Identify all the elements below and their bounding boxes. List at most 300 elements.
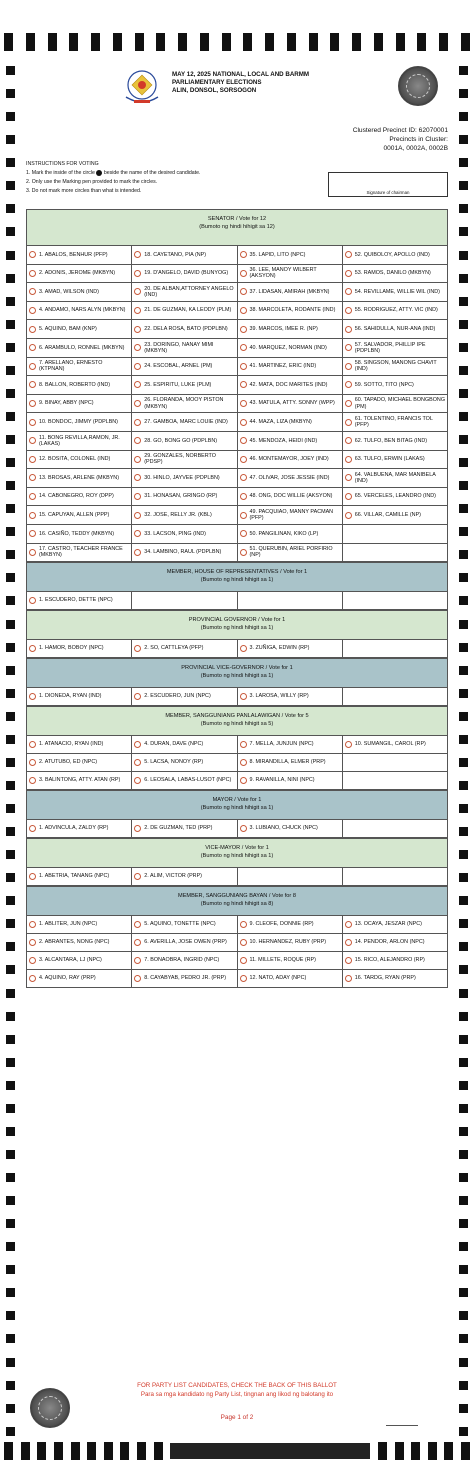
- vote-oval-icon[interactable]: [29, 288, 36, 295]
- candidate-option[interactable]: [132, 432, 237, 451]
- candidate-option[interactable]: [132, 246, 237, 265]
- candidate-name: 62. TULFO, BEN BITAG (IND): [354, 437, 428, 444]
- candidate-option[interactable]: [343, 265, 448, 284]
- vote-oval-icon[interactable]: [345, 344, 352, 351]
- vote-oval-icon[interactable]: [345, 456, 352, 463]
- vote-oval-icon[interactable]: [345, 251, 352, 258]
- vote-oval-icon[interactable]: [134, 400, 141, 407]
- vote-oval-icon[interactable]: [240, 251, 247, 258]
- timing-mark: [6, 873, 15, 882]
- candidate-name: 30. HINLO, JAYVEE (PDPLBN): [144, 474, 220, 481]
- candidate-option[interactable]: [238, 934, 343, 952]
- contest-header: [26, 658, 448, 688]
- candidate-name: 66. VILLAR, CAMILLE (NP): [354, 512, 421, 518]
- candidate-option[interactable]: [343, 916, 448, 934]
- vote-oval-icon[interactable]: [240, 344, 247, 351]
- vote-oval-icon[interactable]: [29, 326, 36, 333]
- candidate-option[interactable]: [27, 320, 132, 339]
- candidate-option[interactable]: [238, 339, 343, 358]
- vote-oval-icon[interactable]: [29, 456, 36, 463]
- candidate-option[interactable]: [132, 488, 237, 507]
- vote-oval-icon[interactable]: [240, 645, 247, 652]
- timing-marks-bottom: [4, 1442, 470, 1460]
- timing-mark: [459, 1265, 468, 1274]
- candidate-name: 65. VERCELES, LEANDRO (IND): [354, 493, 436, 500]
- vote-oval-icon[interactable]: [345, 400, 352, 407]
- candidate-option[interactable]: [343, 488, 448, 507]
- candidate-name: 9. RAVANILLA, NINI (NPC): [249, 777, 315, 784]
- vote-oval-icon[interactable]: [29, 693, 36, 700]
- partylist-line-1: FOR PARTY LIST CANDIDATES, CHECK THE BACK OF THIS BALLOT: [137, 1382, 337, 1389]
- vote-oval-icon[interactable]: [29, 549, 36, 556]
- vote-oval-icon[interactable]: [134, 381, 141, 388]
- vote-oval-icon[interactable]: [240, 437, 247, 444]
- candidate-option[interactable]: [238, 688, 343, 706]
- candidate-option[interactable]: [343, 413, 448, 432]
- candidate-option[interactable]: [132, 736, 237, 754]
- candidate-option[interactable]: [27, 432, 132, 451]
- page-number: Page 1 of 2: [220, 1414, 254, 1421]
- candidate-name: 46. MONTEMAYOR, JOEY (IND): [249, 456, 329, 463]
- candidate-option[interactable]: [343, 339, 448, 358]
- empty-cell: [343, 544, 448, 563]
- candidate-option[interactable]: [343, 376, 448, 395]
- candidate-option[interactable]: [27, 592, 132, 610]
- candidate-name: 16. CASIÑO, TEDDY (MKBYN): [39, 530, 114, 537]
- vote-oval-icon[interactable]: [240, 777, 247, 784]
- candidate-name: 41. MARTINEZ, ERIC (IND): [249, 363, 317, 370]
- timing-mark: [6, 827, 15, 836]
- vote-oval-icon[interactable]: [134, 921, 141, 928]
- vote-oval-icon[interactable]: [240, 939, 247, 946]
- candidate-name: 12. NATO, ADAY (NPC): [249, 975, 307, 982]
- candidate-option[interactable]: [27, 525, 132, 544]
- contest-header: [26, 838, 448, 868]
- vote-oval-icon[interactable]: [240, 921, 247, 928]
- candidate-name: 61. TOLENTINO, FRANCIS TOL (PFP): [354, 415, 433, 429]
- candidate-option[interactable]: [132, 754, 237, 772]
- contest-subtitle: (Bumoto ng hindi hihigit sa 1): [200, 805, 274, 812]
- candidate-option[interactable]: [27, 358, 132, 377]
- candidate-option[interactable]: [238, 302, 343, 321]
- candidate-option[interactable]: [27, 970, 132, 988]
- candidate-option[interactable]: [27, 868, 132, 886]
- instruction-3: 3. Do not mark more circles than what is intended.: [26, 188, 142, 194]
- philippine-seal-icon: [120, 67, 164, 109]
- candidate-option[interactable]: [238, 395, 343, 414]
- candidate-option[interactable]: [343, 432, 448, 451]
- vote-oval-icon[interactable]: [29, 597, 36, 604]
- vote-oval-icon[interactable]: [29, 741, 36, 748]
- vote-oval-icon[interactable]: [240, 759, 247, 766]
- vote-oval-icon[interactable]: [29, 344, 36, 351]
- candidate-name: 38. MARCOLETA, RODANTE (IND): [249, 307, 336, 314]
- candidate-option[interactable]: [132, 772, 237, 790]
- candidate-option[interactable]: [132, 970, 237, 988]
- vote-oval-icon[interactable]: [29, 957, 36, 964]
- candidate-option[interactable]: [238, 358, 343, 377]
- timing-mark: [120, 1442, 129, 1460]
- contest-title: MAYOR / Vote for 1: [212, 797, 262, 804]
- timing-mark: [459, 1334, 468, 1343]
- vote-oval-icon[interactable]: [240, 493, 247, 500]
- timing-mark: [444, 1442, 453, 1460]
- vote-oval-icon[interactable]: [134, 873, 141, 880]
- vote-oval-icon[interactable]: [345, 512, 352, 519]
- candidate-option[interactable]: [343, 506, 448, 525]
- vote-oval-icon[interactable]: [134, 530, 141, 537]
- instruction-1b: beside the name of the desired candidate.: [103, 170, 201, 176]
- vote-oval-icon[interactable]: [345, 381, 352, 388]
- vote-oval-icon[interactable]: [134, 939, 141, 946]
- candidate-option[interactable]: [27, 934, 132, 952]
- vote-oval-icon[interactable]: [134, 777, 141, 784]
- vote-oval-icon[interactable]: [134, 363, 141, 370]
- timing-mark: [459, 781, 468, 790]
- vote-oval-icon[interactable]: [240, 270, 247, 277]
- candidate-option[interactable]: [27, 451, 132, 470]
- candidate-option[interactable]: [132, 688, 237, 706]
- timing-mark: [459, 666, 468, 675]
- contest-title: SENATOR / Vote for 12: [207, 216, 267, 222]
- vote-oval-icon[interactable]: [134, 270, 141, 277]
- vote-oval-icon[interactable]: [345, 363, 352, 370]
- candidate-name: 60. TAPADO, MICHAEL BONGBONG (PM): [354, 397, 446, 410]
- vote-oval-icon[interactable]: [134, 288, 141, 295]
- vote-oval-icon[interactable]: [345, 493, 352, 500]
- candidate-name: 64. VALBUENA, MAR MANIBELA (IND): [354, 471, 436, 484]
- candidate-option[interactable]: [238, 754, 343, 772]
- candidate-grid: [26, 820, 448, 838]
- candidate-option[interactable]: [132, 916, 237, 934]
- vote-oval-icon[interactable]: [240, 957, 247, 964]
- candidate-name: 3. ZUÑIGA, EDWIN (RP): [249, 645, 310, 652]
- vote-oval-icon[interactable]: [134, 493, 141, 500]
- timing-mark: [6, 504, 15, 513]
- candidate-option[interactable]: [27, 469, 132, 488]
- vote-oval-icon[interactable]: [29, 363, 36, 370]
- candidate-option[interactable]: [132, 868, 237, 886]
- voting-instructions: [26, 160, 200, 196]
- candidate-option[interactable]: [132, 265, 237, 284]
- candidate-name: 8. CAYABYAB, PEDRO JR. (PRP): [144, 975, 227, 982]
- candidate-option[interactable]: [132, 320, 237, 339]
- timing-mark: [459, 896, 468, 905]
- vote-oval-icon[interactable]: [29, 251, 36, 258]
- candidate-option[interactable]: [132, 451, 237, 470]
- candidate-option[interactable]: [343, 934, 448, 952]
- timing-mark: [459, 504, 468, 513]
- timing-mark: [459, 112, 468, 121]
- candidate-option[interactable]: [238, 952, 343, 970]
- contest-title: PROVINCIAL GOVERNOR / Vote for 1: [188, 617, 286, 624]
- vote-oval-icon[interactable]: [29, 759, 36, 766]
- timing-mark: [6, 850, 15, 859]
- candidate-option[interactable]: [238, 772, 343, 790]
- timing-mark: [6, 596, 15, 605]
- candidate-name: 8. BALLON, ROBERTO (IND): [39, 381, 111, 388]
- vote-oval-icon[interactable]: [134, 474, 141, 481]
- vote-oval-icon[interactable]: [240, 530, 247, 537]
- timing-mark: [459, 1104, 468, 1113]
- precinct-info: [353, 126, 448, 153]
- vote-oval-icon[interactable]: [134, 456, 141, 463]
- vote-oval-icon[interactable]: [240, 975, 247, 982]
- candidate-option[interactable]: [132, 376, 237, 395]
- candidate-name: 3. LAROSA, WILLY (RP): [249, 693, 309, 700]
- vote-oval-icon[interactable]: [134, 419, 141, 426]
- candidate-option[interactable]: [27, 488, 132, 507]
- vote-oval-icon[interactable]: [29, 419, 36, 426]
- empty-cell: [132, 592, 237, 610]
- candidate-option[interactable]: [238, 820, 343, 838]
- candidate-option[interactable]: [27, 640, 132, 658]
- vote-oval-icon[interactable]: [29, 645, 36, 652]
- candidate-option[interactable]: [27, 302, 132, 321]
- candidate-option[interactable]: [27, 820, 132, 838]
- vote-oval-icon[interactable]: [134, 549, 141, 556]
- timing-mark: [459, 873, 468, 882]
- vote-oval-icon[interactable]: [345, 419, 352, 426]
- vote-oval-icon[interactable]: [240, 381, 247, 388]
- candidate-option[interactable]: [132, 544, 237, 563]
- candidate-name: 51. QUERUBIN, ARIEL PORFIRIO (NP): [249, 546, 333, 559]
- timing-mark: [69, 33, 78, 51]
- candidate-option[interactable]: [343, 302, 448, 321]
- candidate-name: 44. MAZA, LIZA (MKBYN): [249, 419, 312, 426]
- candidate-option[interactable]: [132, 952, 237, 970]
- timing-mark: [6, 666, 15, 675]
- candidate-option[interactable]: [27, 283, 132, 302]
- candidate-option[interactable]: [238, 265, 343, 284]
- vote-oval-icon[interactable]: [29, 975, 36, 982]
- vote-oval-icon[interactable]: [29, 873, 36, 880]
- vote-oval-icon[interactable]: [240, 419, 247, 426]
- vote-oval-icon[interactable]: [240, 549, 247, 556]
- vote-oval-icon[interactable]: [134, 512, 141, 519]
- candidate-option[interactable]: [238, 970, 343, 988]
- vote-oval-icon[interactable]: [134, 759, 141, 766]
- candidate-option[interactable]: [343, 736, 448, 754]
- vote-oval-icon[interactable]: [240, 474, 247, 481]
- timing-mark: [6, 274, 15, 283]
- candidate-option[interactable]: [132, 395, 237, 414]
- vote-oval-icon[interactable]: [240, 825, 247, 832]
- candidate-option[interactable]: [27, 688, 132, 706]
- candidate-option[interactable]: [238, 432, 343, 451]
- candidate-option[interactable]: [132, 506, 237, 525]
- vote-oval-icon[interactable]: [29, 307, 36, 314]
- candidate-option[interactable]: [343, 395, 448, 414]
- candidate-option[interactable]: [27, 265, 132, 284]
- candidate-option[interactable]: [238, 488, 343, 507]
- vote-oval-icon[interactable]: [134, 307, 141, 314]
- candidate-option[interactable]: [238, 469, 343, 488]
- vote-oval-icon[interactable]: [134, 741, 141, 748]
- candidate-option[interactable]: [343, 358, 448, 377]
- candidate-option[interactable]: [27, 952, 132, 970]
- candidate-name: 57. SALVADOR, PHILLIP IPE (PDPLBN): [354, 341, 426, 354]
- vote-oval-icon[interactable]: [240, 512, 247, 519]
- vote-oval-icon[interactable]: [240, 326, 247, 333]
- cluster-label: Precincts in Cluster:: [389, 136, 448, 143]
- candidate-name: 13. BROSAS, ARLENE (MKBYN): [39, 474, 119, 481]
- vote-oval-icon[interactable]: [240, 400, 247, 407]
- candidate-name: 7. MELLA, JUNJUN (NPC): [249, 741, 314, 748]
- timing-mark: [459, 1012, 468, 1021]
- candidate-option[interactable]: [238, 320, 343, 339]
- candidate-option[interactable]: [27, 506, 132, 525]
- vote-oval-icon[interactable]: [29, 921, 36, 928]
- timing-mark: [309, 33, 318, 51]
- vote-oval-icon[interactable]: [240, 363, 247, 370]
- vote-oval-icon[interactable]: [240, 288, 247, 295]
- candidate-option[interactable]: [27, 246, 132, 265]
- vote-oval-icon[interactable]: [29, 493, 36, 500]
- vote-oval-icon[interactable]: [29, 825, 36, 832]
- candidate-option[interactable]: [343, 952, 448, 970]
- vote-oval-icon[interactable]: [345, 437, 352, 444]
- candidate-option[interactable]: [132, 358, 237, 377]
- vote-oval-icon[interactable]: [29, 512, 36, 519]
- vote-oval-icon[interactable]: [29, 777, 36, 784]
- candidate-option[interactable]: [343, 283, 448, 302]
- candidate-name: 23. DORINGO, NANAY MIMI (MKBYN): [144, 341, 214, 354]
- candidate-name: 3. AMAD, WILSON (IND): [39, 288, 99, 295]
- candidate-option[interactable]: [343, 970, 448, 988]
- vote-oval-icon[interactable]: [345, 939, 352, 946]
- signature-box[interactable]: [328, 172, 448, 197]
- candidate-option[interactable]: [343, 451, 448, 470]
- candidate-option[interactable]: [132, 469, 237, 488]
- candidate-option[interactable]: [27, 395, 132, 414]
- timing-mark: [37, 1442, 46, 1460]
- vote-oval-icon[interactable]: [29, 270, 36, 277]
- candidate-option[interactable]: [132, 302, 237, 321]
- vote-oval-icon[interactable]: [29, 437, 36, 444]
- contest-header: [26, 886, 448, 916]
- vote-oval-icon[interactable]: [134, 344, 141, 351]
- candidate-name: 28. GO, BONG GO (PDPLBN): [144, 437, 218, 444]
- candidate-name: 16. TARDG, RYAN (PRP): [354, 975, 416, 982]
- candidate-name: 10. HERNANDEZ, RUBY (PRP): [249, 939, 327, 946]
- vote-oval-icon[interactable]: [345, 921, 352, 928]
- vote-oval-icon[interactable]: [29, 474, 36, 481]
- vote-oval-icon[interactable]: [134, 957, 141, 964]
- timing-mark: [459, 1242, 468, 1251]
- candidate-option[interactable]: [238, 506, 343, 525]
- candidate-name: 1. ESCUDERO, DETTE (NPC): [39, 597, 113, 604]
- candidate-name: 1. DIONEDA, RYAN (IND): [39, 693, 102, 700]
- timing-mark: [6, 689, 15, 698]
- candidate-option[interactable]: [238, 916, 343, 934]
- vote-oval-icon[interactable]: [345, 326, 352, 333]
- vote-oval-icon[interactable]: [345, 957, 352, 964]
- candidate-option[interactable]: [27, 754, 132, 772]
- timing-mark: [411, 1442, 420, 1460]
- candidate-name: 7. BONAOBRA, INGRID (NPC): [144, 957, 220, 964]
- vote-oval-icon[interactable]: [29, 381, 36, 388]
- vote-oval-icon[interactable]: [134, 645, 141, 652]
- candidate-option[interactable]: [27, 772, 132, 790]
- vote-oval-icon[interactable]: [134, 437, 141, 444]
- candidate-option[interactable]: [238, 544, 343, 563]
- candidate-option[interactable]: [238, 283, 343, 302]
- instructions-heading: INSTRUCTIONS FOR VOTING: [26, 161, 99, 167]
- candidate-option[interactable]: [132, 934, 237, 952]
- vote-oval-icon[interactable]: [134, 693, 141, 700]
- vote-oval-icon[interactable]: [345, 975, 352, 982]
- candidate-option[interactable]: [238, 246, 343, 265]
- candidate-option[interactable]: [132, 339, 237, 358]
- contest-subtitle: (Bumoto ng hindi hihigit sa 1): [200, 673, 274, 680]
- candidate-option[interactable]: [132, 283, 237, 302]
- timing-mark: [6, 89, 15, 98]
- candidate-option[interactable]: [132, 640, 237, 658]
- candidate-grid: [26, 592, 448, 610]
- candidate-option[interactable]: [343, 320, 448, 339]
- empty-cell: [343, 592, 448, 610]
- candidate-name: 14. PENDOR, ARLON (NPC): [354, 939, 425, 946]
- vote-oval-icon[interactable]: [240, 693, 247, 700]
- title-line-3: ALIN, DONSOL, SORSOGON: [172, 86, 257, 94]
- vote-oval-icon[interactable]: [134, 251, 141, 258]
- timing-mark: [4, 1442, 13, 1460]
- candidate-option[interactable]: [132, 820, 237, 838]
- vote-oval-icon[interactable]: [345, 270, 352, 277]
- vote-oval-icon[interactable]: [345, 288, 352, 295]
- candidate-option[interactable]: [27, 544, 132, 563]
- candidate-option[interactable]: [238, 413, 343, 432]
- candidate-option[interactable]: [343, 246, 448, 265]
- contest-header: [26, 562, 448, 592]
- candidate-option[interactable]: [132, 525, 237, 544]
- timing-mark: [459, 1173, 468, 1182]
- candidate-option[interactable]: [343, 469, 448, 488]
- vote-oval-icon[interactable]: [134, 825, 141, 832]
- vote-oval-icon[interactable]: [29, 939, 36, 946]
- candidate-name: 2. ABRANTES, NONG (NPC): [39, 939, 110, 946]
- timing-mark: [71, 1442, 80, 1460]
- vote-oval-icon[interactable]: [29, 400, 36, 407]
- candidate-option[interactable]: [238, 736, 343, 754]
- candidate-option[interactable]: [27, 413, 132, 432]
- vote-oval-icon[interactable]: [134, 326, 141, 333]
- timing-marks-left: [6, 66, 15, 1436]
- candidate-option[interactable]: [132, 413, 237, 432]
- vote-oval-icon[interactable]: [345, 307, 352, 314]
- candidate-option[interactable]: [27, 916, 132, 934]
- vote-oval-icon[interactable]: [134, 975, 141, 982]
- vote-oval-icon[interactable]: [240, 307, 247, 314]
- vote-oval-icon[interactable]: [240, 741, 247, 748]
- candidate-option[interactable]: [27, 339, 132, 358]
- vote-oval-icon[interactable]: [29, 530, 36, 537]
- candidate-option[interactable]: [238, 640, 343, 658]
- candidate-option[interactable]: [27, 376, 132, 395]
- vote-oval-icon[interactable]: [345, 741, 352, 748]
- timing-mark: [459, 1219, 468, 1228]
- empty-cell: [343, 640, 448, 658]
- vote-oval-icon[interactable]: [345, 474, 352, 481]
- vote-oval-icon[interactable]: [240, 456, 247, 463]
- candidate-option[interactable]: [238, 525, 343, 544]
- candidate-name: 6. LEOSALA, LABAS-LUSOT (NPC): [144, 777, 232, 784]
- candidate-option[interactable]: [238, 376, 343, 395]
- contest-subtitle: (Bumoto ng hindi hihigit sa 1): [200, 577, 274, 584]
- candidate-option[interactable]: [27, 736, 132, 754]
- candidate-option[interactable]: [238, 451, 343, 470]
